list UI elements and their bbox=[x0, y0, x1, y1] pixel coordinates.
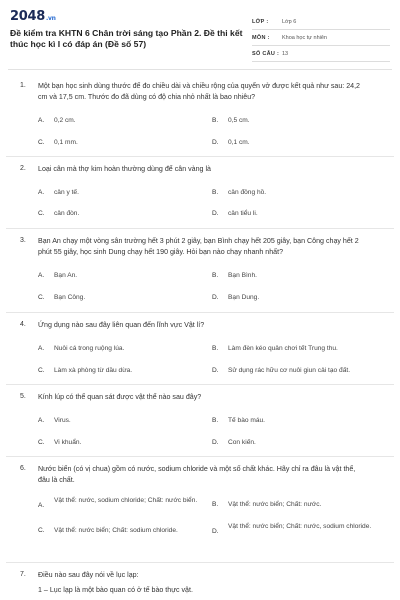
question-text: Kính lúp có thể quan sát được vật thể nào sau đây? bbox=[38, 393, 202, 401]
question-number: 7. bbox=[20, 571, 26, 578]
question-number: 2. bbox=[20, 165, 26, 172]
meta-key: MÔN : bbox=[252, 34, 270, 41]
exam-meta bbox=[252, 14, 390, 62]
option-b[interactable] bbox=[212, 416, 372, 425]
meta-row-count bbox=[252, 46, 390, 62]
option-c[interactable] bbox=[38, 209, 198, 218]
option-b[interactable] bbox=[212, 116, 372, 125]
option-text: Bạn Bình. bbox=[228, 272, 257, 279]
option-b[interactable] bbox=[212, 271, 372, 280]
option-text: Vật thể: nước biển; Chất: nước, sodium chloride. bbox=[228, 523, 372, 530]
option-c[interactable] bbox=[38, 366, 198, 375]
option-letter: B. bbox=[212, 345, 219, 352]
option-a[interactable] bbox=[38, 416, 198, 425]
option-text: 0,1 mm. bbox=[54, 139, 78, 146]
option-c[interactable] bbox=[38, 138, 198, 147]
option-letter: D. bbox=[212, 439, 219, 446]
option-b[interactable] bbox=[212, 500, 372, 509]
option-text: Vật thể: nước, sodium chloride; Chất: nước biển. bbox=[54, 497, 198, 504]
option-d[interactable] bbox=[212, 209, 372, 218]
option-text: Sử dụng rác hữu cơ nuôi giun cải tạo đất. bbox=[228, 367, 351, 374]
question-divider bbox=[6, 228, 394, 229]
option-letter: D. bbox=[212, 210, 219, 217]
question-text: Nước biển (có vị chua) gồm có nước, sodium chloride và một số chất khác. Hãy chỉ ra đâu là vật thể, đâu là chất. bbox=[38, 465, 356, 484]
option-text: 0,2 cm. bbox=[54, 117, 76, 124]
document-title: Đề kiểm tra KHTN 6 Chân trời sáng tạo Phần 2. Đề thi kết thúc học kì I có đáp án (Đề số 57) bbox=[10, 28, 243, 49]
option-text: Bạn Công. bbox=[54, 294, 86, 301]
option-a[interactable] bbox=[38, 188, 198, 197]
header-divider bbox=[8, 69, 392, 70]
question-divider bbox=[6, 312, 394, 313]
question-statement: 1 – Lục lạp là một bào quan có ở tế bào thực vật. bbox=[38, 586, 193, 594]
option-letter: C. bbox=[38, 210, 45, 217]
option-letter: B. bbox=[212, 417, 219, 424]
logo-suffix: .vn bbox=[45, 15, 56, 22]
option-letter: C. bbox=[38, 439, 45, 446]
question-text: Điều nào sau đây nói về lục lạp: bbox=[38, 571, 139, 579]
option-letter: C. bbox=[38, 527, 45, 534]
option-letter: A. bbox=[38, 502, 45, 509]
question-text: Loại cân mà thợ kim hoàn thường dùng để cân vàng là bbox=[38, 165, 211, 173]
meta-row-subject bbox=[252, 30, 390, 46]
question-number: 5. bbox=[20, 393, 26, 400]
site-logo[interactable] bbox=[10, 9, 56, 24]
option-letter: C. bbox=[38, 294, 45, 301]
question-divider bbox=[6, 156, 394, 157]
option-letter: A. bbox=[38, 345, 45, 352]
question-number: 4. bbox=[20, 321, 26, 328]
option-letter: D. bbox=[212, 139, 219, 146]
option-text: Vật thể: nước biển; Chất: nước. bbox=[228, 501, 322, 508]
option-text: Làm đèn kéo quân chơi tết Trung thu. bbox=[228, 345, 338, 352]
option-a[interactable] bbox=[38, 344, 198, 353]
option-text: Làm xà phòng từ dầu dừa. bbox=[54, 367, 133, 374]
option-letter: A. bbox=[38, 117, 45, 124]
question-list bbox=[0, 72, 400, 600]
question-number: 1. bbox=[20, 82, 26, 89]
option-text: cân đồng hồ. bbox=[228, 189, 267, 196]
meta-value: Lớp 6 bbox=[282, 18, 297, 25]
option-letter: D. bbox=[212, 367, 219, 374]
option-d[interactable] bbox=[212, 438, 372, 447]
question-text: Bạn An chạy một vòng sân trường hết 3 phút 2 giây, bạn Bình chạy hết 205 giây, bạn Công chạy hết 2 phút 55 giây, học sinh Dung chạy hết 190 giây. Hỏi bạn nào chạy nhanh nhất? bbox=[38, 237, 359, 256]
option-text: Tế bào máu. bbox=[228, 417, 266, 424]
option-a[interactable] bbox=[38, 496, 198, 510]
meta-key: SỐ CÂU : bbox=[252, 50, 280, 57]
meta-value: Khoa học tự nhiên bbox=[282, 34, 327, 41]
question-divider bbox=[6, 384, 394, 385]
option-letter: B. bbox=[212, 117, 219, 124]
option-text: 0,5 cm. bbox=[228, 117, 250, 124]
page-header bbox=[0, 0, 400, 66]
option-letter: A. bbox=[38, 189, 45, 196]
question-divider bbox=[6, 562, 394, 563]
option-text: Vật thể: nước biển; Chất: sodium chloride. bbox=[54, 527, 178, 534]
option-text: Bạn An. bbox=[54, 272, 78, 279]
option-b[interactable] bbox=[212, 344, 372, 353]
option-text: Bạn Dung. bbox=[228, 294, 260, 301]
question-number: 6. bbox=[20, 465, 26, 472]
option-d[interactable] bbox=[212, 522, 372, 536]
option-text: Virus. bbox=[54, 417, 71, 424]
option-text: Con kiến. bbox=[228, 439, 256, 446]
option-a[interactable] bbox=[38, 271, 198, 280]
option-letter: C. bbox=[38, 367, 45, 374]
option-text: Nuôi cá trong ruộng lúa. bbox=[54, 345, 125, 352]
option-c[interactable] bbox=[38, 526, 198, 535]
option-b[interactable] bbox=[212, 188, 372, 197]
option-letter: A. bbox=[38, 417, 45, 424]
question-number: 3. bbox=[20, 237, 26, 244]
option-d[interactable] bbox=[212, 138, 372, 147]
option-letter: A. bbox=[38, 272, 45, 279]
option-d[interactable] bbox=[212, 293, 372, 302]
option-text: cân y tế. bbox=[54, 189, 79, 196]
option-text: cân đòn. bbox=[54, 210, 80, 217]
option-letter: D. bbox=[212, 294, 219, 301]
option-letter: B. bbox=[212, 189, 219, 196]
option-c[interactable] bbox=[38, 293, 198, 302]
meta-value: 13 bbox=[282, 50, 289, 57]
option-letter: C. bbox=[38, 139, 45, 146]
option-text: cân tiểu li. bbox=[228, 210, 258, 217]
option-a[interactable] bbox=[38, 116, 198, 125]
logo-text: 2048 bbox=[10, 9, 45, 24]
option-c[interactable] bbox=[38, 438, 198, 447]
option-d[interactable] bbox=[212, 366, 372, 375]
meta-row-class bbox=[252, 14, 390, 30]
question-text: Ứng dụng nào sau đây liên quan đến lĩnh vực Vật lí? bbox=[38, 321, 205, 329]
option-letter: B. bbox=[212, 501, 219, 508]
question-divider bbox=[6, 456, 394, 457]
option-text: 0,1 cm. bbox=[228, 139, 250, 146]
option-text: Vi khuẩn. bbox=[54, 439, 82, 446]
question-text: Một bạn học sinh dùng thước để đo chiều dài và chiều rộng của quyển vở được kết quả như sau: 24,2 cm và 17,5 cm. Thước đo đã dùng có độ chia nhỏ nhất là bao nhiêu? bbox=[38, 82, 361, 101]
option-letter: D. bbox=[212, 528, 219, 535]
option-letter: B. bbox=[212, 272, 219, 279]
meta-key: LỚP : bbox=[252, 18, 269, 25]
